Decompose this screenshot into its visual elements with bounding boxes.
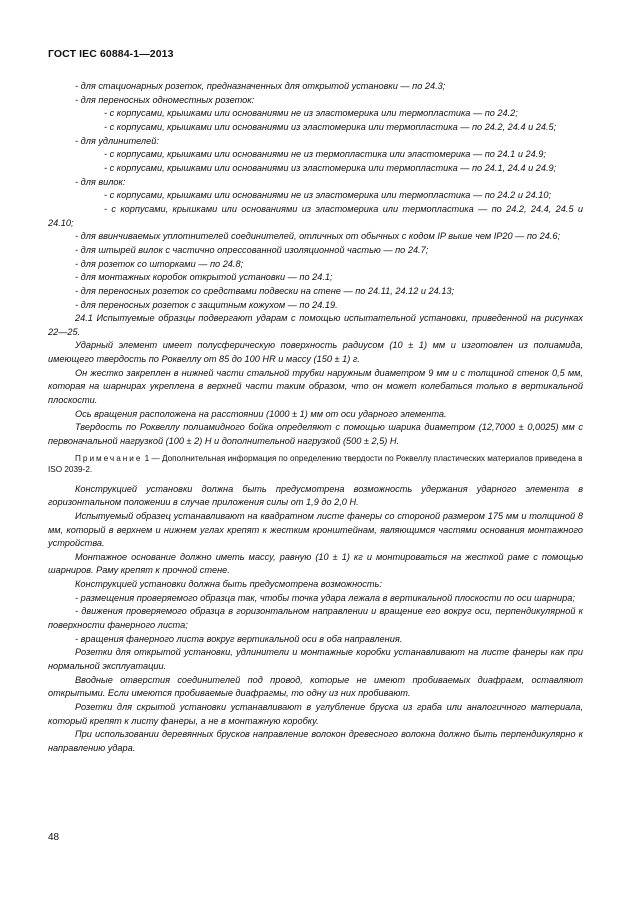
paragraph: - с корпусами, крышками или основаниями из эластомерика или термопластика — по 24.1, 24.4 и 24.9; [104,162,557,173]
paragraph: Он жестко закреплен в нижней части стальной трубки наружным диаметром 9 мм и с толщиной стенок 0,5 мм, которая на шарнирах укреплена в верхней части таким образом, что он может колебаться только в вертикальной плоскости. [48,367,583,406]
paragraph: Конструкцией установки должна быть предусмотрена возможность удержания ударного элемента в горизонтальном положении в случае приложения силы от 1,9 до 2,0 Н. [48,483,583,508]
paragraph: Монтажное основание должно иметь массу, равную (10 ± 1) кг и монтироваться на жесткой раме с помощью шарниров. Раму крепят к прочной стене. [48,551,583,576]
paragraph: Ударный элемент имеет полусферическую поверхность радиусом (10 ± 1) мм и изготовлен из полиамида, имеющего твердость по Роквеллу от 85 до 100 HR и массу (150 ± 1) г. [48,340,583,365]
paragraph: - для переносных розеток со средствами подвески на стене — по 24.11, 24.12 и 24.13; [75,285,455,296]
paragraph: Ось вращения расположена на расстоянии (1000 ± 1) мм от оси ударного элемента. [75,408,447,419]
document-body [48,80,583,756]
note [48,453,583,476]
document-header: ГОСТ IEC 60884-1—2013 [48,48,174,60]
paragraph: - для удлинителей: [75,135,159,146]
paragraph-group-main [48,80,583,449]
paragraph: - вращения фанерного листа вокруг вертикальной оси в оба направления. [75,633,403,644]
paragraph: - для ввинчиваемых уплотнителей соединителей, отличных от обычных с кодом IP выше чем IP20 — по 24.6; [75,231,561,242]
paragraph: При использовании деревянных брусков направление волокон древесного волокна должно быть перпендикулярно к направлению удара. [48,729,583,753]
paragraph: Испытуемый образец устанавливают на квадратном листе фанеры со стороной размером 175 мм и толщиной 8 мм, который в верхнем и нижнем углах крепят к жестким кронштейнам, являющимся частями основания монтажного устройства. [48,510,583,549]
paragraph: - с корпусами, крышками или основаниями не из термопластика или эластомерика — по 24.1 и 24.9; [104,149,546,160]
paragraph: Розетки для открытой установки, удлинители и монтажные коробки устанавливают на листе фанеры как при нормальной эксплуатации. [48,647,583,672]
paragraph: Конструкцией установки должна быть предусмотрена возможность: [75,579,382,590]
paragraph: - для переносных одноместных розеток: [75,94,255,105]
paragraph: - для розеток со шторками — по 24.8; [75,258,244,269]
page-number: 48 [48,832,60,843]
paragraph: - движения проверяемого образца в горизонтальном направлении и вращение его вокруг оси, перпендикулярной к поверхности фанерного листа; [48,606,583,631]
note-label: Примечание [75,453,143,463]
paragraph: - размещения проверяемого образца так, чтобы точка удара лежала в вертикальной плоскости по оси шарнира; [75,592,575,603]
paragraph-group-setup [48,483,583,756]
paragraph: - с корпусами, крышками или основаниями из эластомерика или термопластика — по 24.2, 24.4, 24.5 и 24.10; [48,203,583,228]
paragraph: 24.1 Испытуемые образцы подвергают ударам с помощью испытательной установки, приведенной на рисунках 22—25. [48,313,583,337]
paragraph: - с корпусами, крышками или основаниями из эластомерика или термопластика — по 24.2, 24.4 и 24.5; [104,121,557,132]
paragraph: - для монтажных коробок открытой установки — по 24.1; [75,272,333,283]
paragraph: - для переносных розеток с защитным кожухом — по 24.19. [75,299,338,310]
paragraph: - для штырей вилок с частично опрессованной изоляционной частью — по 24.7; [75,244,429,255]
paragraph: - для вилок: [75,176,126,187]
paragraph: Розетки для скрытой установки устанавливают в углубление бруска из граба или аналогичного материала, который крепят к листу фанеры, а не в монтажную коробку. [48,702,583,726]
paragraph: - с корпусами, крышками или основаниями не из эластомерика или термопластика — по 24.2 и 24.10; [104,190,552,201]
paragraph: - с корпусами, крышками или основаниями не из эластомерика или термопластика — по 24.2; [104,108,518,119]
note-text: 1 — Дополнительная информация по определению твердости по Роквеллу пластических материалов приведена в ISO 2039-2. [48,453,583,475]
paragraph: Твердость по Роквеллу полиамидного бойка определяют с помощью шарика диаметром (12,7000 ± 0,0025) мм с первоначальной нагрузкой (100 ± 2) Н и дополнительной нагрузкой (500 ± 2,5) Н. [48,422,583,447]
paragraph: Вводные отверстия соединителей под провод, которые не имеют пробиваемых диафрагм, оставляют открытыми. Если имеются пробиваемые диафрагмы, то одну из них пробивают. [48,674,583,699]
paragraph: - для стационарных розеток, предназначенных для открытой установки — по 24.3; [75,81,446,91]
